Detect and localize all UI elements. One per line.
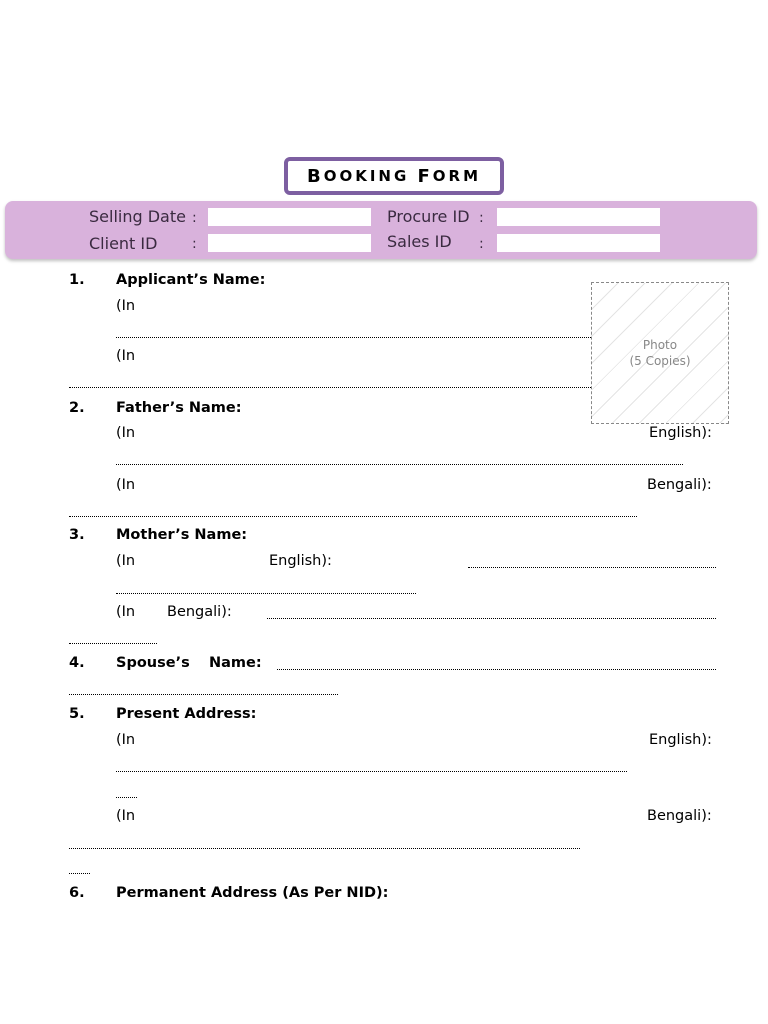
father-english-label: English): xyxy=(649,425,712,441)
mother-bengali-line[interactable] xyxy=(267,618,716,619)
applicant-in-bengali-label: (In xyxy=(116,348,136,364)
spouse-name-line[interactable] xyxy=(277,669,716,670)
applicant-english-line[interactable] xyxy=(116,337,591,338)
permanent-address-heading: Permanent Address (As Per NID): xyxy=(116,885,389,901)
title-letter-f: F xyxy=(417,165,433,187)
mother-bengali-label: Bengali): xyxy=(167,604,232,620)
father-name-heading: Father’s Name: xyxy=(116,400,242,416)
applicant-in-english-label: (In xyxy=(116,298,136,314)
mother-name-heading: Mother’s Name: xyxy=(116,527,248,543)
client-id-colon: : xyxy=(192,236,197,252)
sales-id-label: Sales ID xyxy=(387,232,452,251)
sales-id-colon: : xyxy=(479,236,484,252)
spouse-name-line-2[interactable] xyxy=(69,694,338,695)
present-english-line[interactable] xyxy=(116,771,627,772)
present-in-label: (In xyxy=(116,732,136,748)
form-title xyxy=(284,157,504,195)
present-bengali-label: Bengali): xyxy=(647,808,712,824)
mother-english-line[interactable] xyxy=(468,567,716,568)
mother-english-label: English): xyxy=(269,553,332,569)
title-word-rest-1: OOKING xyxy=(323,167,410,185)
selling-date-colon: : xyxy=(192,210,197,226)
applicant-bengali-line[interactable] xyxy=(69,387,591,388)
procure-id-label: Procure ID xyxy=(387,207,470,226)
title-letter-b: B xyxy=(306,165,324,187)
father-in-label: (In xyxy=(116,425,136,441)
photo-placeholder[interactable] xyxy=(591,282,729,424)
applicant-name-heading: Applicant’s Name: xyxy=(116,272,266,288)
procure-id-field[interactable] xyxy=(497,208,660,226)
section-3-number: 3. xyxy=(69,527,85,543)
procure-id-colon: : xyxy=(479,210,484,226)
title-word-rest-2: ORM xyxy=(432,167,482,185)
father-bengali-line[interactable] xyxy=(69,516,637,517)
father-bengali-label: Bengali): xyxy=(647,477,712,493)
present-english-label: English): xyxy=(649,732,712,748)
father-in-label-2: (In xyxy=(116,477,136,493)
section-4-number: 4. xyxy=(69,655,85,671)
section-5-number: 5. xyxy=(69,706,85,722)
father-english-line[interactable] xyxy=(116,464,683,465)
selling-date-label: Selling Date xyxy=(89,207,186,226)
selling-date-field[interactable] xyxy=(208,208,371,226)
present-in-label-2: (In xyxy=(116,808,136,824)
section-1-number: 1. xyxy=(69,272,85,288)
client-id-field[interactable] xyxy=(208,234,371,252)
spouse-name-heading: Name: xyxy=(209,655,262,671)
mother-in-label-2: (In xyxy=(116,604,136,620)
mother-english-line-2[interactable] xyxy=(116,593,416,594)
present-bengali-line-2[interactable] xyxy=(69,873,90,874)
photo-copies-label: (5 Copies) xyxy=(629,354,691,368)
mother-bengali-line-2[interactable] xyxy=(69,643,157,644)
client-id-label: Client ID xyxy=(89,234,158,253)
sales-id-field[interactable] xyxy=(497,234,660,252)
present-address-heading: Present Address: xyxy=(116,706,257,722)
section-2-number: 2. xyxy=(69,400,85,416)
section-6-number: 6. xyxy=(69,885,85,901)
present-english-line-2[interactable] xyxy=(116,797,137,798)
mother-in-label: (In xyxy=(116,553,136,569)
spouse-heading: Spouse’s xyxy=(116,655,190,671)
photo-label: Photo xyxy=(642,338,678,352)
present-bengali-line[interactable] xyxy=(69,848,580,849)
